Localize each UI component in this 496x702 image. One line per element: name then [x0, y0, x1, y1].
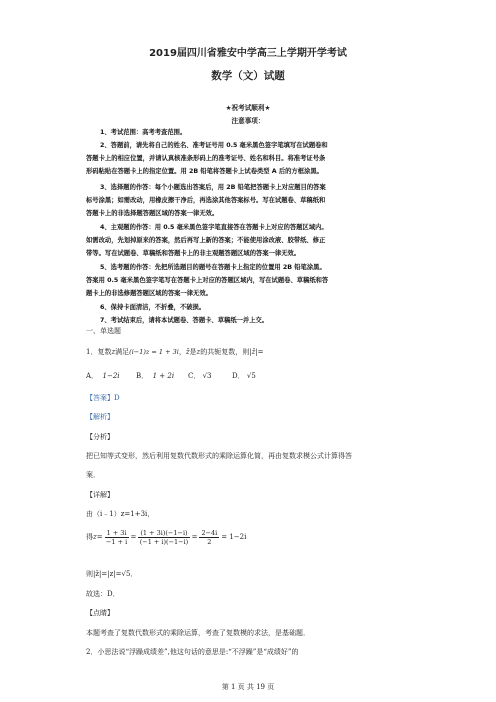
- solution-step-2: 得z= $\frac{1 + 3i}{-1 + i}$ = $\frac{(1 + 3i)(-1-i)}{(-1 + i)(-1-i)}$ = $\frac{2-4i}{2}$ = 1−2i: [86, 528, 247, 546]
- question-1-stem: 1．复数z满足(i−1)z = 1 + 3i，z̄是z的共轭复数，则|z̄|=: [86, 348, 264, 356]
- fraction-2: $\frac{(1 + 3i)(-1-i)}{(-1 + i)(-1-i)}$: [139, 528, 189, 546]
- notice-item-5-cont: 答案用 0.5 毫米黑色签字笔写在答题卡上对应的答题区域内，写在试题卷、草稿纸和答: [86, 277, 329, 284]
- notice-item-5: 5、选考题的作答：先把所选题目的题号在答题卡上指定的位置用 2B 铅笔涂黑。: [100, 264, 326, 271]
- notice-heading: 注意事项：: [231, 117, 265, 125]
- notice-item-3: 3、选择题的作答：每个小题选出答案后，用 2B 铅笔把答题卡上对应题目的答案: [100, 184, 326, 191]
- fraction-1: $\frac{1 + 3i}{-1 + i}$: [105, 528, 128, 546]
- fraction-3: $\frac{2-4i}{2}$: [201, 528, 218, 546]
- notice-item-2-cont: 答题卡上的相应位置，并请认真核准条形码上的准考证号、姓名和科目。将准考证号条: [86, 155, 326, 162]
- page-footer: 第 1 页 共 19 页: [221, 683, 275, 691]
- option-b: B． 1 + 2i: [136, 372, 175, 380]
- notice-item-3-cont: 标号涂黑；如需改动，用橡皮擦干净后，再选涂其他答案标号。写在试题卷、草稿纸和: [86, 197, 326, 204]
- solution-step-3: 则|z̄|=|z|=√5．: [86, 570, 138, 578]
- question-2-stem: 2．小思法说“浮躁成绩差”,他这句话的意思是:“不浮躁”是“成绩好”的: [86, 648, 299, 656]
- notice-item-4-cont: 如需改动，先划掉原来的答案，然后再写上新的答案；不能使用涂改液、胶带纸、修正: [86, 237, 326, 244]
- exam-subtitle: 数学（文）试题: [211, 70, 285, 82]
- notice-item-7: 7、考试结束后，请将本试题卷、答题卡、草稿纸一并上交。: [100, 317, 269, 324]
- exam-title: 2019届四川省雅安中学高三上学期开学考试: [149, 48, 347, 59]
- detail-label: 【详解】: [86, 491, 114, 499]
- answer-label: 【答案】D: [86, 394, 120, 402]
- notice-item-2-cont2: 形码粘贴在答题卡上的指定位置。用 2B 铅笔将答题卡上试卷类型 A 后的方框涂黑。: [86, 168, 323, 175]
- option-c: C． √3: [188, 372, 212, 380]
- fenxi-label: 【分析】: [86, 433, 114, 441]
- option-d: D． √5: [232, 372, 256, 380]
- notice-item-4: 4、主观题的作答：用 0.5 毫米黑色签字笔直接答在答题卡上对应的答题区域内。: [100, 224, 328, 231]
- notice-item-3-cont2: 答题卡上的非选择题答题区域的答案一律无效。: [86, 210, 219, 217]
- comment-label: 【点睛】: [86, 609, 114, 617]
- notice-item-4-cont2: 带等。写在试题卷、草稿纸和答题卡上的非主观题答题区域的答案一律无效。: [86, 250, 301, 257]
- notice-item-5-cont2: 题卡上的非选修题答题区域的答案一律无效。: [86, 290, 212, 297]
- comment-text: 本题考查了复数代数形式的乘除运算，考查了复数模的求法，是基础题．: [86, 629, 310, 637]
- fenxi-text-line1: 把已知等式变形，然后利用复数代数形式的乘除运算化简，再由复数求模公式计算得答: [86, 452, 352, 460]
- notice-item-6: 6、保持卡面清洁，不折叠，不破损。: [100, 304, 206, 311]
- fenxi-text-line2: 案．: [86, 471, 100, 479]
- choice-line: 故选：D．: [86, 590, 120, 598]
- analysis-label: 【解析】: [86, 413, 114, 421]
- notice-item-1: 1、考试范围：高考考查范围。: [100, 129, 187, 136]
- good-luck-line: ★祝考试顺利★: [225, 104, 271, 112]
- option-a: A． 1−2i: [86, 372, 120, 380]
- notice-item-2: 2、答题前，请先将自己的姓名、准考证号用 0.5 毫米黑色签字笔填写在试题卷和: [100, 142, 328, 149]
- section-heading: 一、单选题: [86, 327, 121, 335]
- solution-step-1: 由（i﹣1）z=1+3i，: [86, 510, 155, 518]
